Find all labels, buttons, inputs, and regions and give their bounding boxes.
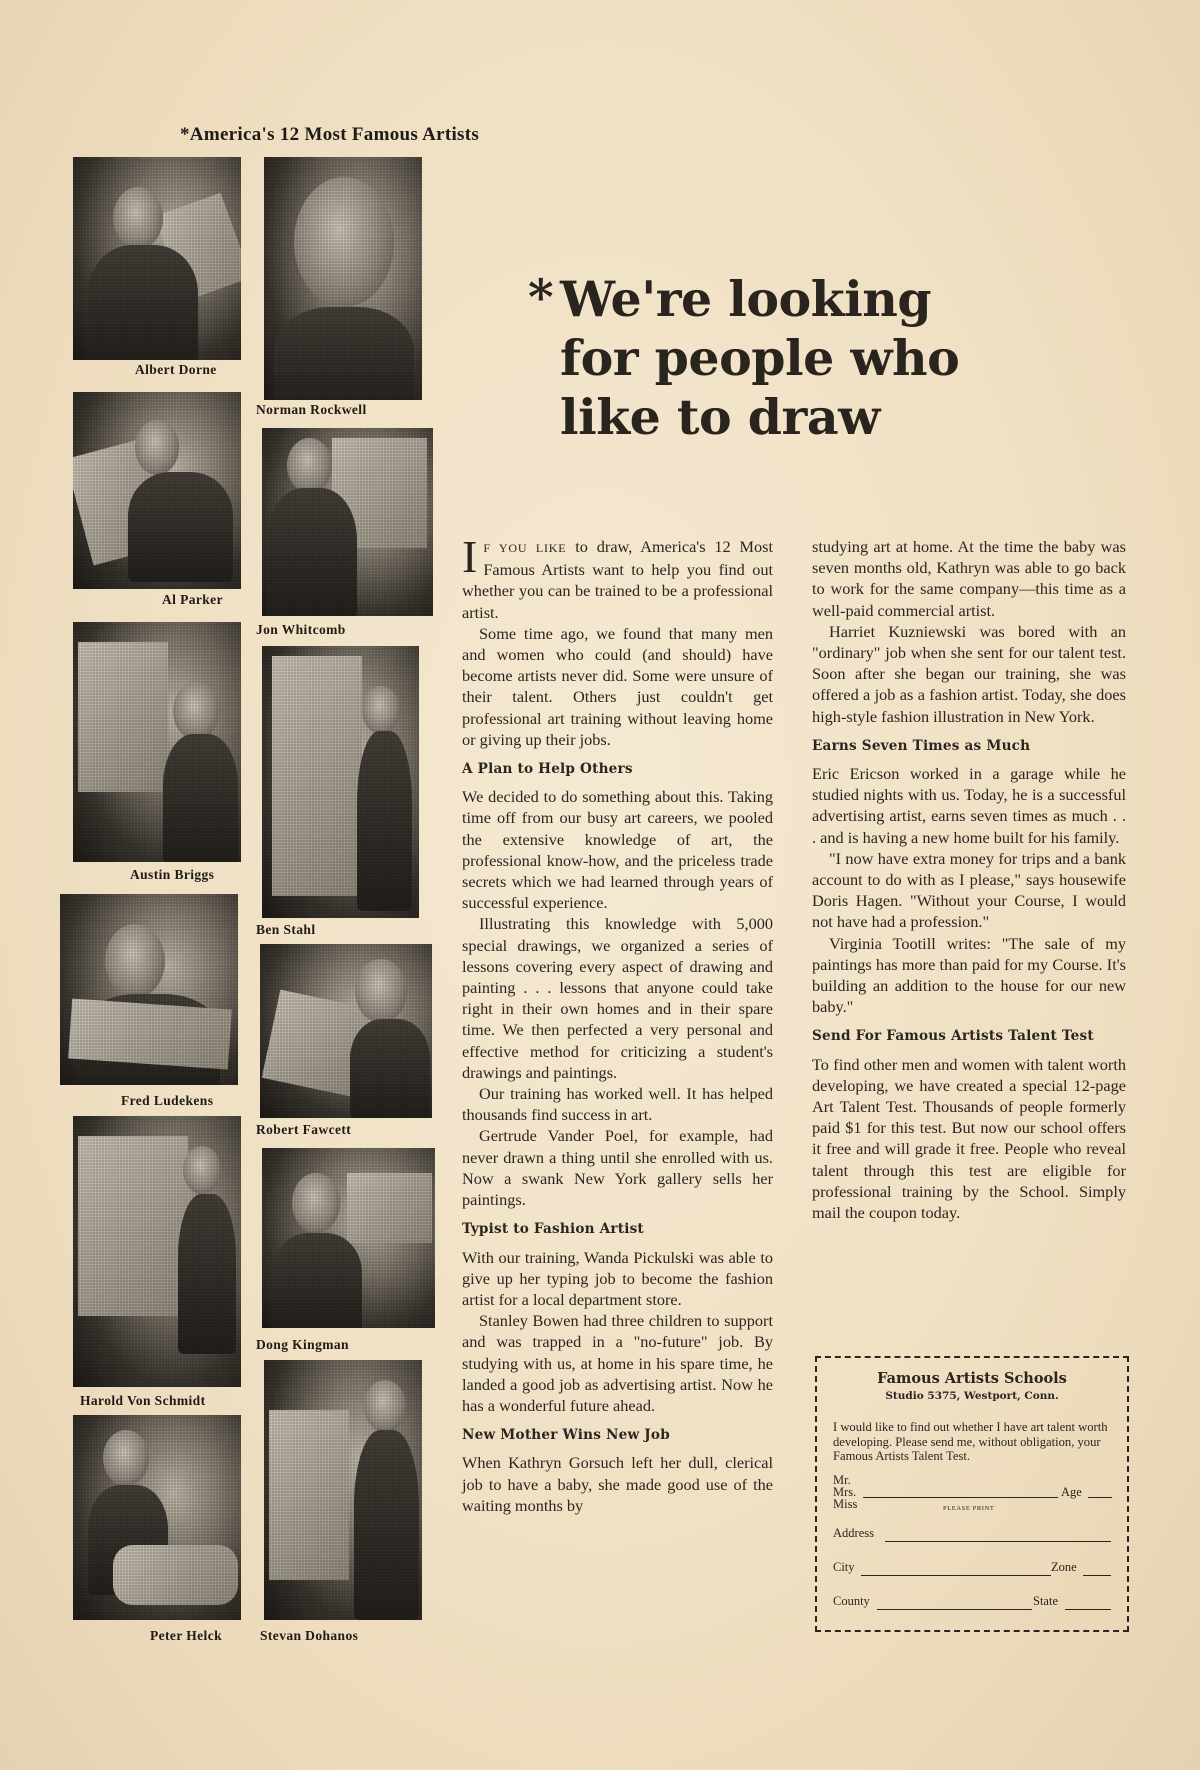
salutation-miss: Miss (833, 1496, 858, 1511)
artist-photo-jon-whitcomb (262, 428, 433, 616)
headline-asterisk: * (528, 268, 554, 326)
article-paragraph: Gertrude Vander Poel, for example, had never drawn a thing until she enrolled with us. Now a swank New York gallery sells her paintings. (462, 1126, 773, 1210)
salutation-mr: Mr. (833, 1472, 851, 1487)
artist-photo-peter-helck (73, 1415, 241, 1620)
article-paragraph: Eric Ericson worked in a garage while he studied nights with us. Today, he is a successful advertising artist, earns seven times as much . . . and is having a new home built for his family. (812, 764, 1126, 847)
name-field-group[interactable] (833, 1474, 1111, 1518)
headline-line: like to draw (560, 388, 880, 446)
article-paragraph: To find other men and women with talent worth developing, we have created a special 12-page Art Talent Test. Thousands of people formerly paid $1 for this test. But now our school offers it free and will grade it free. People who reveal talent through this test are eligible for professional training by the School. Simply mail the coupon today. (812, 1054, 1126, 1223)
name-line[interactable] (863, 1497, 1058, 1498)
subheading: Send For Famous Artists Talent Test (812, 1028, 1094, 1045)
drop-cap: I (462, 531, 478, 582)
coupon-address: Studio 5375, Westport, Conn. (885, 1390, 1059, 1402)
subheading: A Plan to Help Others (462, 761, 633, 778)
headline-line: for people who (560, 329, 960, 387)
article-paragraph: Stanley Bowen had three children to support and was trapped in a "no-future" job. By studying with us, at home in his spare time, he landed a good job as advertising artist. Now he has a wonderful future ahead. (462, 1311, 773, 1415)
artist-photo-austin-briggs (73, 622, 241, 862)
article-paragraph: Some time ago, we found that many men and women who could (and should) have become artists never did. Some were unsure of their talent. Others just couldn't get professional art training without leaving home or giving up their jobs. (462, 623, 773, 749)
artist-caption: Peter Helck (150, 1628, 222, 1643)
artist-caption: Norman Rockwell (256, 402, 367, 417)
article-paragraph: When Kathryn Gorsuch left her dull, clerical job to have a baby, she made good use of the waiting months by (462, 1453, 773, 1515)
artist-caption: Harold Von Schmidt (80, 1393, 206, 1408)
artist-photo-fred-ludekens (60, 894, 238, 1085)
headline (528, 268, 1080, 447)
artist-photo-dong-kingman (262, 1148, 435, 1328)
age-label: Age (1061, 1484, 1082, 1499)
artist-photo-al-parker (73, 392, 241, 589)
article-paragraph: studying art at home. At the time the baby was seven months old, Kathryn was able to go back to work for the same company—this time as a well-paid commercial artist. (812, 537, 1126, 620)
artist-caption: Austin Briggs (130, 867, 215, 882)
artist-photo-norman-rockwell (264, 157, 422, 400)
article-paragraph: We decided to do something about this. Taking time off from our busy art careers, we pooled the extensive knowledge of art, the professional know-how, and the priceless trade secrets which we had learned through years of successful experience. (462, 787, 773, 913)
salutation-mrs: Mrs. (833, 1484, 857, 1499)
artist-caption: Al Parker (162, 592, 223, 607)
headline-line: We're looking (560, 270, 932, 328)
lead-smallcaps: F YOU LIKE (483, 541, 567, 555)
article-paragraph: Illustrating this knowledge with 5,000 special drawings, we organized a series of lessons covering every aspect of drawing and painting . . . lessons that anyone could take right in their own homes and in their spare time. We then perfected a very personal and effective method for criticizing a student's drawings and paintings. (462, 914, 773, 1082)
subheading: New Mother Wins New Job (462, 1427, 670, 1444)
artist-photo-harold-von-schmidt (73, 1116, 241, 1387)
article-paragraph: Our training has worked well. It has helped thousands find success in art. (462, 1084, 773, 1125)
county-state-field[interactable]: County State (833, 1592, 1111, 1614)
coupon-body: I would like to find out whether I have art talent worth developing. Please send me, without obligation, your Famous Artists Talent Test. (833, 1420, 1108, 1463)
article-paragraph: I F YOU LIKE to draw, America's 12 Most Famous Artists want to help you find out whether you can be trained to be a professional artist. (462, 531, 773, 622)
article-column-2 (812, 536, 1126, 1223)
artist-photo-albert-dorne (73, 157, 241, 360)
artist-caption: Ben Stahl (256, 922, 316, 937)
artist-caption: Stevan Dohanos (260, 1628, 359, 1643)
age-line[interactable] (1088, 1497, 1112, 1498)
coupon[interactable] (815, 1356, 1129, 1632)
section-heading: *America's 12 Most Famous Artists (180, 124, 480, 145)
subheading: Typist to Fashion Artist (462, 1221, 644, 1238)
article-paragraph: Harriet Kuzniewski was bored with an "ordinary" job when she sent for our talent test. Soon after she began our training, she was offered a job as a fashion artist. Today, she does high-style fashion illustration in New York. (812, 621, 1126, 726)
artist-caption: Robert Fawcett (256, 1122, 352, 1137)
artist-caption: Dong Kingman (256, 1337, 349, 1352)
subheading: Earns Seven Times as Much (812, 737, 1031, 754)
article-paragraph: "I now have extra money for trips and a bank account to do with as I please," says housewife Doris Hagen. "Without your Course, I would not have had a profession." (812, 848, 1126, 932)
artist-caption: Fred Ludekens (121, 1093, 214, 1108)
article-column-1 (462, 531, 773, 1516)
please-print-note: PLEASE PRINT (943, 1504, 995, 1512)
coupon-title: Famous Artists Schools (877, 1370, 1067, 1387)
artist-caption: Jon Whitcomb (256, 622, 346, 637)
article-paragraph: Virginia Tootill writes: "The sale of my paintings has more than paid for my Course. It's building an addition to the house for our new baby." (812, 933, 1126, 1017)
address-field[interactable]: Address (833, 1524, 1111, 1546)
article-paragraph: With our training, Wanda Pickulski was able to give up her typing job to become the fashion artist for a local department store. (462, 1247, 773, 1309)
artist-photo-stevan-dohanos (264, 1360, 422, 1620)
artist-caption: Albert Dorne (135, 362, 217, 377)
artist-photo-ben-stahl (262, 646, 419, 918)
city-zone-field[interactable]: City Zone (833, 1558, 1111, 1580)
artist-photo-robert-fawcett (260, 944, 432, 1118)
